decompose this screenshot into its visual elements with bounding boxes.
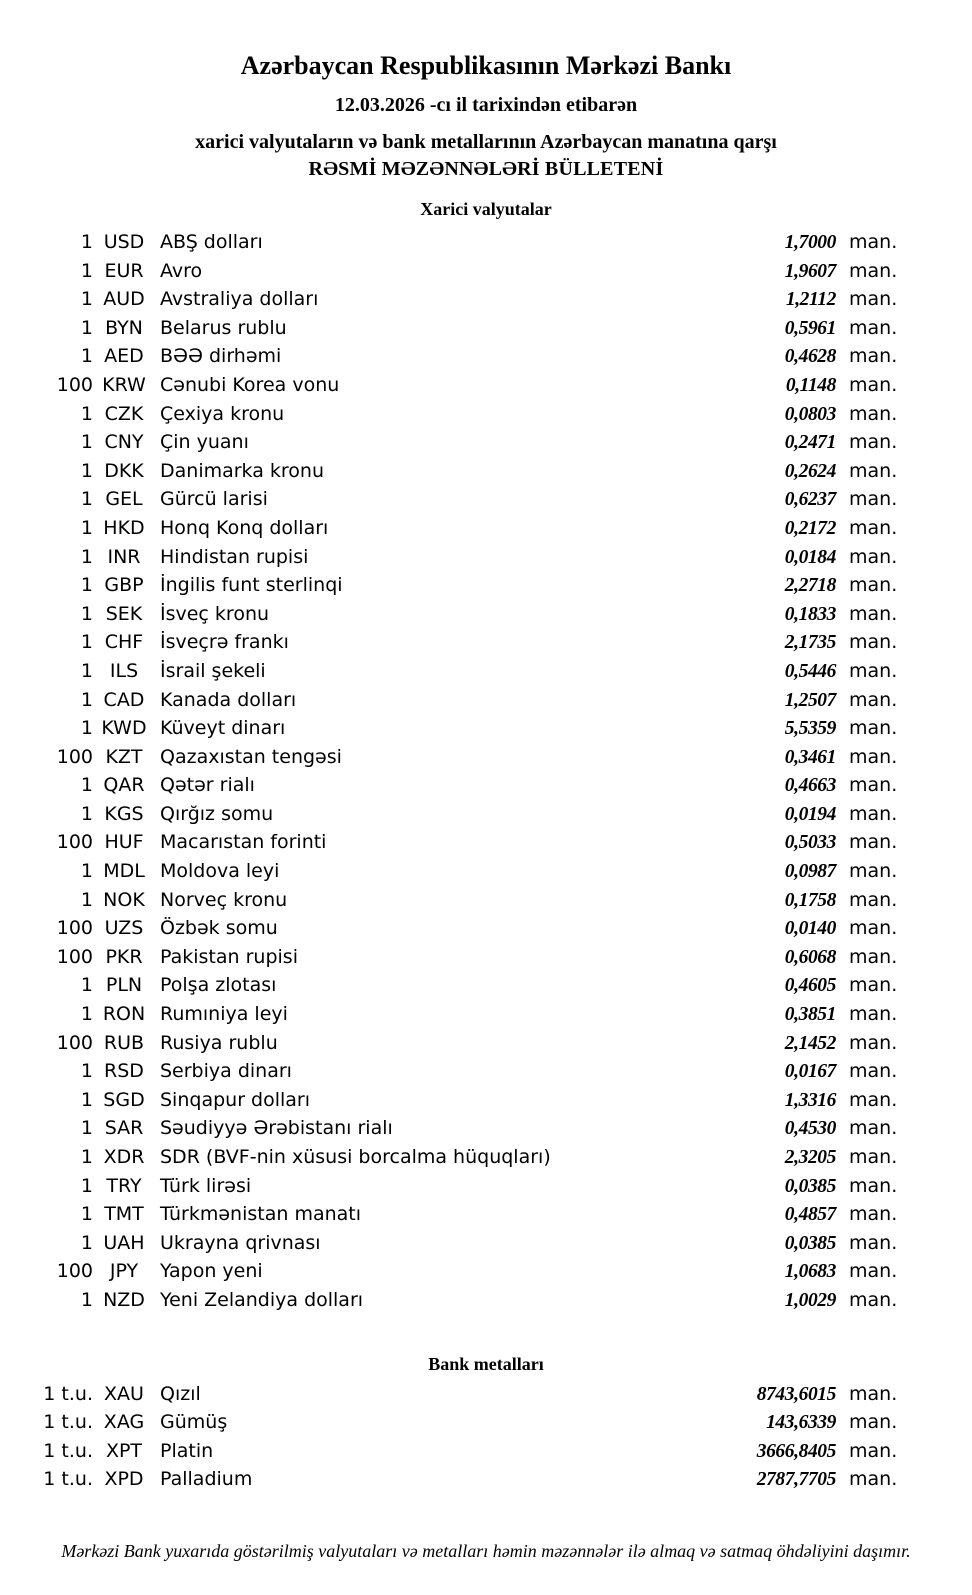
currency-code-cell: KZT xyxy=(105,745,143,768)
quantity-cell: 1 xyxy=(80,574,93,597)
currency-code-cell: USD xyxy=(103,231,145,253)
currency-code-cell: GBP xyxy=(104,574,144,597)
table-row xyxy=(0,257,972,286)
unit-cell: man. xyxy=(849,974,898,997)
rate-cell: 0,4530 xyxy=(784,1118,836,1140)
table-row xyxy=(0,1086,972,1115)
rate-cell: 0,6068 xyxy=(784,946,836,968)
table-row xyxy=(0,514,972,543)
table-row xyxy=(0,1029,972,1058)
table-row xyxy=(0,1200,972,1229)
unit-cell: man. xyxy=(849,802,898,825)
currency-name-cell: ABŞ dolları xyxy=(160,231,263,253)
quantity-cell: 1 xyxy=(80,259,93,282)
quantity-cell: 1 xyxy=(80,545,93,568)
rate-cell: 0,3461 xyxy=(784,746,836,768)
currency-name-cell: Türk lirəsi xyxy=(160,1174,252,1197)
currency-code-cell: JPY xyxy=(109,1260,139,1283)
rate-cell: 0,0140 xyxy=(784,918,836,940)
table-row xyxy=(0,714,972,743)
unit-cell: man. xyxy=(849,831,898,854)
currency-code-cell: PKR xyxy=(105,945,143,968)
currency-code-cell: CAD xyxy=(103,688,145,711)
currency-name-cell: İngilis funt sterlinqi xyxy=(160,574,343,597)
currency-code-cell: XAU xyxy=(104,1382,144,1405)
rate-cell: 0,2624 xyxy=(784,460,836,482)
quantity-cell: 100 xyxy=(56,1031,93,1054)
rate-cell: 1,9607 xyxy=(784,260,836,282)
currency-code-cell: RON xyxy=(102,1003,146,1026)
currency-name-cell: Palladium xyxy=(160,1468,253,1491)
currency-name-cell: İsveç kronu xyxy=(160,602,270,625)
currency-name-cell: Gümüş xyxy=(160,1411,228,1434)
unit-cell: man. xyxy=(849,745,898,768)
table-row xyxy=(0,600,972,629)
rate-cell: 0,6237 xyxy=(784,489,836,511)
currency-code-cell: GEL xyxy=(105,488,143,511)
currency-code-cell: TMT xyxy=(104,1203,144,1226)
unit-cell: man. xyxy=(849,1003,898,1026)
unit-cell: man. xyxy=(849,688,898,711)
rate-cell: 0,5961 xyxy=(784,317,836,339)
unit-cell: man. xyxy=(849,1031,898,1054)
quantity-cell: 1 t.u. xyxy=(43,1411,93,1434)
currency-name-cell: Macarıstan forinti xyxy=(160,831,327,854)
currency-name-cell: Çin yuanı xyxy=(160,431,249,454)
unit-cell: man. xyxy=(849,259,898,282)
quantity-cell: 1 t.u. xyxy=(43,1382,93,1405)
quantity-cell: 100 xyxy=(56,745,93,768)
currency-name-cell: Yapon yeni xyxy=(160,1260,263,1283)
currency-code-cell: HUF xyxy=(104,831,144,854)
unit-cell: man. xyxy=(849,1468,898,1491)
unit-cell: man. xyxy=(849,860,898,883)
unit-cell: man. xyxy=(849,1260,898,1283)
quantity-cell: 1 xyxy=(80,516,93,539)
currency-name-cell: Sinqapur dolları xyxy=(160,1088,311,1111)
table-row xyxy=(0,285,972,314)
metals-section-title: Bank metalları xyxy=(428,1353,544,1374)
currency-name-cell: Qızıl xyxy=(160,1382,201,1405)
currency-name-cell: Yeni Zelandiya dolları xyxy=(160,1288,364,1311)
table-row xyxy=(0,1465,972,1494)
table-row xyxy=(0,543,972,572)
currency-code-cell: SAR xyxy=(104,1117,144,1140)
currency-name-cell: Səudiyyə Ərəbistanı rialı xyxy=(160,1117,393,1140)
unit-cell: man. xyxy=(849,545,898,568)
table-row xyxy=(0,943,972,972)
unit-cell: man. xyxy=(849,1382,898,1405)
currency-name-cell: Qətər rialı xyxy=(160,774,255,797)
table-row xyxy=(0,1172,972,1201)
quantity-cell: 1 xyxy=(80,488,93,511)
quantity-cell: 1 xyxy=(80,1288,93,1311)
unit-cell: man. xyxy=(849,402,898,425)
rate-cell: 0,0167 xyxy=(784,1061,836,1083)
quantity-cell: 100 xyxy=(56,917,93,940)
currency-code-cell: SEK xyxy=(105,602,143,625)
unit-cell: man. xyxy=(849,316,898,339)
quantity-cell: 1 xyxy=(80,888,93,911)
currency-name-cell: Rumıniya leyi xyxy=(160,1003,288,1026)
currency-name-cell: Honq Konq dolları xyxy=(160,516,329,539)
rate-cell: 0,0803 xyxy=(784,403,836,425)
quantity-cell: 1 xyxy=(80,860,93,883)
quantity-cell: 1 xyxy=(80,631,93,654)
currency-name-cell: Pakistan rupisi xyxy=(160,945,298,968)
table-row xyxy=(0,1408,972,1437)
currency-code-cell: SGD xyxy=(103,1088,145,1111)
currency-code-cell: QAR xyxy=(103,774,145,797)
table-row xyxy=(0,657,972,686)
table-row xyxy=(0,1114,972,1143)
rate-cell: 1,0029 xyxy=(784,1289,836,1311)
currency-code-cell: RSD xyxy=(104,1060,144,1083)
table-row xyxy=(0,1057,972,1086)
unit-cell: man. xyxy=(849,945,898,968)
table-row xyxy=(0,828,972,857)
quantity-cell: 1 xyxy=(80,231,93,253)
unit-cell: man. xyxy=(849,659,898,682)
currency-name-cell: Özbək somu xyxy=(160,917,278,940)
rate-cell: 0,2471 xyxy=(784,432,836,454)
currency-name-cell: Türkmənistan manatı xyxy=(160,1203,362,1226)
currency-code-cell: XAG xyxy=(103,1411,145,1434)
table-row xyxy=(0,228,972,257)
currency-name-cell: Kanada dolları xyxy=(160,688,297,711)
currency-name-cell: Qazaxıstan tengəsi xyxy=(160,745,342,768)
quantity-cell: 100 xyxy=(56,945,93,968)
currency-code-cell: AED xyxy=(104,345,144,368)
quantity-cell: 1 xyxy=(80,1231,93,1254)
unit-cell: man. xyxy=(849,373,898,396)
quantity-cell: 100 xyxy=(56,831,93,854)
table-row xyxy=(0,771,972,800)
unit-cell: man. xyxy=(849,1439,898,1462)
currency-code-cell: XDR xyxy=(103,1146,145,1168)
unit-cell: man. xyxy=(849,717,898,740)
unit-cell: man. xyxy=(849,1288,898,1311)
table-row xyxy=(0,314,972,343)
currency-name-cell: Cənubi Korea vonu xyxy=(160,373,340,396)
table-row xyxy=(0,1437,972,1466)
currency-code-cell: PLN xyxy=(105,974,143,997)
table-row xyxy=(0,371,972,400)
quantity-cell: 1 xyxy=(80,1117,93,1140)
table-row xyxy=(0,571,972,600)
quantity-cell: 100 xyxy=(56,373,93,396)
currency-code-cell: UZS xyxy=(104,917,144,940)
table-row xyxy=(0,914,972,943)
rate-cell: 0,0385 xyxy=(784,1175,836,1197)
subtitle-line: xarici valyutaların və bank metallarının Azərbaycan manatına qarşı xyxy=(195,131,777,153)
currency-code-cell: XPT xyxy=(105,1439,143,1462)
unit-cell: man. xyxy=(849,1088,898,1111)
table-row xyxy=(0,1000,972,1029)
currency-code-cell: HKD xyxy=(103,516,145,539)
rate-cell: 143,6339 xyxy=(766,1412,836,1434)
currency-code-cell: KRW xyxy=(102,373,146,396)
rate-cell: 0,2172 xyxy=(784,517,836,539)
unit-cell: man. xyxy=(849,345,898,368)
unit-cell: man. xyxy=(849,888,898,911)
currency-code-cell: RUB xyxy=(103,1031,145,1054)
rate-cell: 2787,7705 xyxy=(756,1469,836,1491)
currency-code-cell: CNY xyxy=(104,431,144,454)
currency-code-cell: NZD xyxy=(103,1288,145,1311)
quantity-cell: 1 xyxy=(80,717,93,740)
unit-cell: man. xyxy=(849,1060,898,1083)
currency-code-cell: EUR xyxy=(104,259,144,282)
rate-cell: 1,3316 xyxy=(784,1089,836,1111)
rate-cell: 8743,6015 xyxy=(756,1383,836,1405)
currency-name-cell: Rusiya rublu xyxy=(160,1031,278,1054)
rate-cell: 0,0385 xyxy=(784,1232,836,1254)
currency-code-cell: XPD xyxy=(104,1468,144,1491)
currency-name-cell: Danimarka kronu xyxy=(160,459,325,482)
rate-cell: 0,1758 xyxy=(784,889,836,911)
table-row xyxy=(0,428,972,457)
rate-cell: 2,2718 xyxy=(784,575,836,597)
currency-code-cell: DKK xyxy=(104,459,144,482)
quantity-cell: 1 xyxy=(80,1003,93,1026)
quantity-cell: 1 t.u. xyxy=(43,1468,93,1491)
rate-cell: 0,4663 xyxy=(784,775,836,797)
quantity-cell: 1 xyxy=(80,431,93,454)
unit-cell: man. xyxy=(849,516,898,539)
currency-code-cell: CHF xyxy=(104,631,144,654)
bulletin-title: RƏSMİ MƏZƏNNƏLƏRİ BÜLLETENİ xyxy=(308,158,664,180)
quantity-cell: 1 xyxy=(80,345,93,368)
table-row xyxy=(0,1257,972,1286)
currency-name-cell: SDR (BVF-nin xüsusi borcalma hüquqları) xyxy=(160,1146,551,1168)
rate-cell: 0,3851 xyxy=(784,1004,836,1026)
unit-cell: man. xyxy=(849,1231,898,1254)
rate-cell: 1,7000 xyxy=(784,232,836,253)
table-row xyxy=(0,1143,972,1172)
unit-cell: man. xyxy=(849,488,898,511)
currency-code-cell: INR xyxy=(107,545,141,568)
unit-cell: man. xyxy=(849,1203,898,1226)
currency-name-cell: BƏƏ dirhəmi xyxy=(160,345,282,368)
rate-cell: 1,2507 xyxy=(784,689,836,711)
quantity-cell: 1 xyxy=(80,1203,93,1226)
unit-cell: man. xyxy=(849,1117,898,1140)
rate-cell: 0,0194 xyxy=(784,803,836,825)
quantity-cell: 100 xyxy=(56,1260,93,1283)
unit-cell: man. xyxy=(849,574,898,597)
unit-cell: man. xyxy=(849,1411,898,1434)
currencies-section-title: Xarici valyutalar xyxy=(420,199,552,219)
rate-cell: 5,5359 xyxy=(784,718,836,740)
table-row xyxy=(0,743,972,772)
currency-code-cell: KGS xyxy=(104,802,144,825)
unit-cell: man. xyxy=(849,231,898,253)
quantity-cell: 1 xyxy=(80,316,93,339)
currency-name-cell: Belarus rublu xyxy=(160,316,287,339)
disclaimer-note: Mərkəzi Bank yuxarıda göstərilmiş valyutaları və metalları həmin məzənnələr ilə almaq və satmaq öhdəliyini daşımır. xyxy=(61,1540,911,1561)
table-row xyxy=(0,886,972,915)
rate-cell: 0,5446 xyxy=(784,660,836,682)
table-row xyxy=(0,857,972,886)
table-row xyxy=(0,800,972,829)
currency-code-cell: TRY xyxy=(106,1174,142,1197)
quantity-cell: 1 xyxy=(80,659,93,682)
quantity-cell: 1 xyxy=(80,1174,93,1197)
currency-name-cell: Küveyt dinarı xyxy=(160,717,286,740)
metals-table xyxy=(0,1380,972,1494)
page-title: Azərbaycan Respublikasının Mərkəzi Bankı xyxy=(240,51,732,80)
quantity-cell: 1 xyxy=(80,802,93,825)
currency-name-cell: Qırğız somu xyxy=(160,802,274,825)
table-row xyxy=(0,457,972,486)
unit-cell: man. xyxy=(849,288,898,311)
currency-name-cell: Avro xyxy=(160,259,203,282)
currency-code-cell: KWD xyxy=(101,717,147,740)
rate-cell: 3666,8405 xyxy=(756,1440,836,1462)
quantity-cell: 1 xyxy=(80,1088,93,1111)
quantity-cell: 1 xyxy=(80,459,93,482)
rate-cell: 0,4857 xyxy=(784,1204,836,1226)
currency-name-cell: Polşa zlotası xyxy=(160,974,277,997)
unit-cell: man. xyxy=(849,459,898,482)
currency-name-cell: Serbiya dinarı xyxy=(160,1060,292,1083)
quantity-cell: 1 xyxy=(80,688,93,711)
quantity-cell: 1 xyxy=(80,974,93,997)
currency-name-cell: Hindistan rupisi xyxy=(160,545,309,568)
quantity-cell: 1 xyxy=(80,288,93,311)
currency-name-cell: Norveç kronu xyxy=(160,888,288,911)
table-row xyxy=(0,400,972,429)
table-row xyxy=(0,1229,972,1258)
currency-name-cell: Moldova leyi xyxy=(160,860,280,883)
quantity-cell: 1 t.u. xyxy=(43,1439,93,1462)
rate-cell: 1,0683 xyxy=(784,1261,836,1283)
quantity-cell: 1 xyxy=(80,1146,93,1168)
currency-name-cell: Avstraliya dolları xyxy=(160,288,319,311)
rate-cell: 0,1148 xyxy=(785,374,836,396)
table-row xyxy=(0,1286,972,1315)
rate-cell: 2,1452 xyxy=(784,1032,836,1054)
rate-cell: 0,4605 xyxy=(784,975,836,997)
currency-code-cell: CZK xyxy=(104,402,144,425)
rate-cell: 2,1735 xyxy=(784,632,836,654)
currency-name-cell: İsveçrə frankı xyxy=(160,631,289,654)
currency-name-cell: Platin xyxy=(160,1439,214,1462)
rate-cell: 2,3205 xyxy=(784,1147,836,1168)
table-row xyxy=(0,1380,972,1409)
currencies-table xyxy=(0,228,972,1315)
currency-code-cell: MDL xyxy=(103,860,145,883)
currency-code-cell: BYN xyxy=(105,316,143,339)
unit-cell: man. xyxy=(849,1174,898,1197)
currency-code-cell: ILS xyxy=(109,659,139,682)
currency-name-cell: Gürcü larisi xyxy=(160,488,268,511)
rate-cell: 0,1833 xyxy=(784,603,836,625)
unit-cell: man. xyxy=(849,602,898,625)
table-row xyxy=(0,971,972,1000)
unit-cell: man. xyxy=(849,431,898,454)
unit-cell: man. xyxy=(849,774,898,797)
rate-cell: 0,4628 xyxy=(784,346,836,368)
currency-code-cell: UAH xyxy=(103,1231,145,1254)
table-row xyxy=(0,342,972,371)
unit-cell: man. xyxy=(849,631,898,654)
quantity-cell: 1 xyxy=(80,774,93,797)
unit-cell: man. xyxy=(849,1146,898,1168)
currency-name-cell: Ukrayna qrivnası xyxy=(160,1231,321,1254)
currency-code-cell: NOK xyxy=(103,888,145,911)
table-row xyxy=(0,686,972,715)
currency-code-cell: AUD xyxy=(103,288,145,311)
effective-date-line: 12.03.2026 -cı il tarixindən etibarən xyxy=(334,94,638,116)
rate-cell: 0,5033 xyxy=(784,832,836,854)
currency-name-cell: İsrail şekeli xyxy=(160,659,266,682)
rate-cell: 0,0987 xyxy=(784,861,836,883)
unit-cell: man. xyxy=(849,917,898,940)
quantity-cell: 1 xyxy=(80,402,93,425)
rate-cell: 0,0184 xyxy=(784,546,836,568)
rate-cell: 1,2112 xyxy=(785,289,836,311)
currency-name-cell: Çexiya kronu xyxy=(160,402,285,425)
table-row xyxy=(0,485,972,514)
table-row xyxy=(0,628,972,657)
quantity-cell: 1 xyxy=(80,602,93,625)
quantity-cell: 1 xyxy=(80,1060,93,1083)
